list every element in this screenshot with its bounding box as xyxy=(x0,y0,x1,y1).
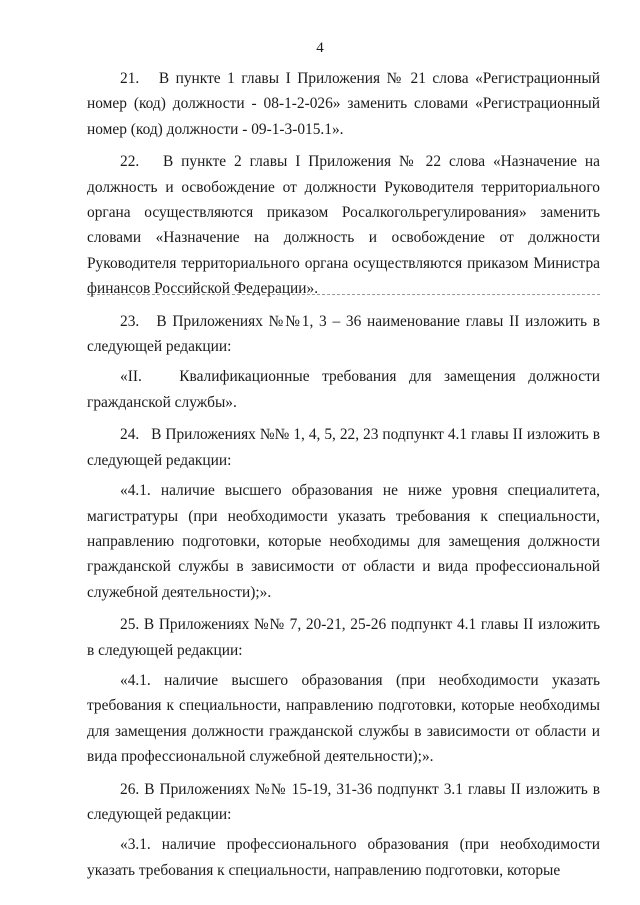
paragraph-24-quote: «4.1. наличие высшего образования не ниже уровня специалитета, магистратуры (при необходимости указать требования к специальности, направлению подготовки, которые необходимы для замещения должности гражданской службы в зависимости от области и вида профессиональной служебной деятельности);». xyxy=(87,482,600,601)
paragraph-25: 25. В Приложениях №№ 7, 20-21, 25-26 подпункт 4.1 главы II изложить в следующей редакции: xyxy=(87,616,600,659)
paragraph-21: 21. В пункте 1 главы I Приложения № 21 слова «Регистрационный номер (код) должности - 08-1-2-026» заменить словами «Регистрационный номер (код) должности - 09-1-3-015.1». xyxy=(87,70,600,138)
paragraph-25-quote: «4.1. наличие высшего образования (при необходимости указать требования к специальности, направлению подготовки, которые необходимы для замещения должности гражданской службы в зависимости от области и вида профессиональной служебной деятельности);». xyxy=(87,671,600,766)
paragraph-22: 22. В пункте 2 главы I Приложения № 22 слова «Назначение на должность и освобождение от должности Руководителя территориального органа осуществляются приказом Росалкогольрегулирования» заменить словами «Назначение на должность и освобождение от должности Руководителя территориального органа осуществляются приказом Министра финансов Российской Федерации». xyxy=(87,153,600,298)
paragraph-26-quote: «3.1. наличие профессионального образования (при необходимости указать требования к специальности, направлению подготовки, которые xyxy=(87,836,600,879)
paragraph-26: 26. В Приложениях №№ 15-19, 31-36 подпункт 3.1 главы II изложить в следующей редакции: xyxy=(87,780,600,823)
paragraph-24: 24. В Приложениях №№ 1, 4, 5, 22, 23 подпункт 4.1 главы II изложить в следующей редакции: xyxy=(87,426,600,469)
paragraph-23: 23. В Приложениях №№1, 3 – 36 наименование главы II изложить в следующей редакции: xyxy=(87,312,600,356)
paragraph-23-quote: «II. Квалификационные требования для замещения должности гражданской службы». xyxy=(87,368,600,411)
document-body xyxy=(87,66,600,890)
page-number: 4 xyxy=(316,40,324,56)
